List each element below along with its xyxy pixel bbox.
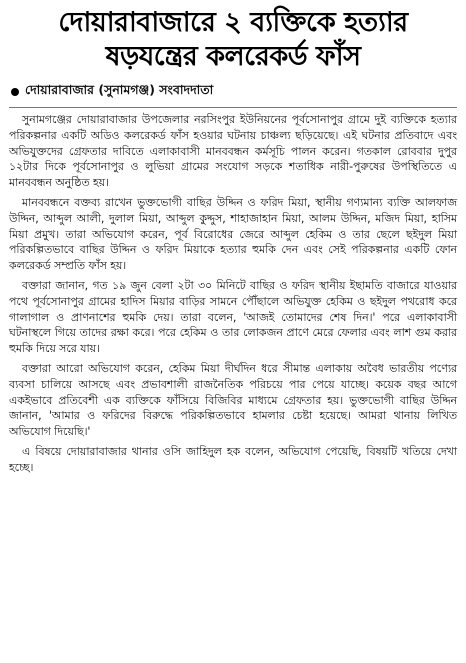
byline-text: দোয়ারাবাজার (সুনামগঞ্জ) সংবাদদাতা bbox=[25, 82, 214, 97]
headline bbox=[9, 6, 457, 74]
paragraph-3: বক্তারা জানান, গত ১৯ জুন বেলা ২টা ৩০ মিনিটে বাছির ও ফরিদ স্থানীয় ইছামতি বাজারে যাওয়ার পথে পূর্বসোনাপুর গ্রামের হাদিস মিয়ার বাড়ির সামনে পৌঁছালে অভিযুক্ত হেকিম ও ছইদুল পথরোধ করে গালাগাল ও প্রাণনাশের হুমকি দেয়। তারা বলেন, 'আজই তোমাদের শেষ দিন।' পরে এলাকাবাসী ঘটনাস্থলে গিয়ে তাদের রক্ষা করে। পরে হেকিম ও তার লোকজন প্রাণে মেরে ফেলার এবং লাশ গুম করার হুমকি দিয়ে সরে যায়। bbox=[9, 278, 457, 356]
article-body bbox=[9, 112, 457, 476]
paragraph-1: সুনামগঞ্জের দোয়ারাবাজার উপজেলার নরসিংপুর ইউনিয়নের পূর্বসোনাপুর গ্রামে দুই ব্যক্তিকে হত্যার পরিকল্পনার একটি অডিও কলরেকর্ড ফাঁস হওয়ার ঘটনায় চাঞ্চল্য ছড়িয়েছে। এই ঘটনার প্রতিবাদে এবং অভিযুক্তদের গ্রেফতার দাবিতে এলাকাবাসী মানববন্ধন কর্মসূচি পালন করেন। গতকাল রোববার দুপুর ১২টার দিকে পূর্বসোনাপুর ও লুভিয়া গ্রামের সংযোগ সড়কে শতাধিক নারী-পুরুষের উপস্থিতিতে এ মানববন্ধন অনুষ্ঠিত হয়। bbox=[9, 113, 457, 190]
byline-divider bbox=[9, 107, 457, 108]
paragraph-2: মানববন্ধনে বক্তব্য রাখেন ভুক্তভোগী বাছির উদ্দিন ও ফরিদ মিয়া, স্থানীয় গণ্যমান্য ব্যক্তি আলফাজ উদ্দিন, আব্দুল আলী, দুলাল মিয়া, আব্দুল কুদ্দুস, শাহাজাহান মিয়া, আলম উদ্দিন, মজিদ মিয়া, হাসিম মিয়া প্রমুখ। তারা অভিযোগ করেন, পূর্ব বিরোধের জেরে আব্দুল হেকিম ও তার ছেলে ছইদুল মিয়া পরিকল্পিতভাবে বাছির উদ্দিন ও ফরিদ মিয়াকে হত্যার হুমকি দেন এবং সেই পরিকল্পনার একটি ফোন কলরেকর্ড সম্প্রতি ফাঁস হয়। bbox=[9, 195, 457, 273]
headline-line-2: ষড়যন্ত্রের কলরেকর্ড ফাঁস bbox=[105, 41, 361, 72]
headline-line-1: দোয়ারাবাজারে ২ ব্যক্তিকে হত্যার bbox=[58, 7, 408, 38]
paragraph-5: এ বিষয়ে দোয়ারাবাজার থানার ওসি জাহিদুল হক বলেন, অভিযোগ পেয়েছি, বিষয়টি খতিয়ে দেখা হচ্ছে। bbox=[9, 444, 457, 474]
paragraph-4: বক্তারা আরো অভিযোগ করেন, হেকিম মিয়া দীর্ঘদিন ধরে সীমান্ত এলাকায় অবৈধ ভারতীয় পণ্যের ব্যবসা চালিয়ে আসছে এবং প্রভাবশালী রাজনৈতিক পরিচয়ে পার পেয়ে যাচ্ছে। কয়েক বছর আগে একইভাবে প্রতিবেশী এক ব্যক্তিকে ফাঁসিয়ে বিজিবির মাধ্যমে গ্রেফতার হয়। ভুক্তভোগী বাছির উদ্দিন জানান, 'আমার ও ফরিদের বিরুদ্ধে পরিকল্পিতভাবে হামলার চেষ্টা হয়েছে। আমরা থানায় লিখিত অভিযোগ দিয়েছি।' bbox=[9, 361, 457, 439]
byline bbox=[9, 82, 457, 102]
bullet-icon bbox=[11, 88, 19, 96]
